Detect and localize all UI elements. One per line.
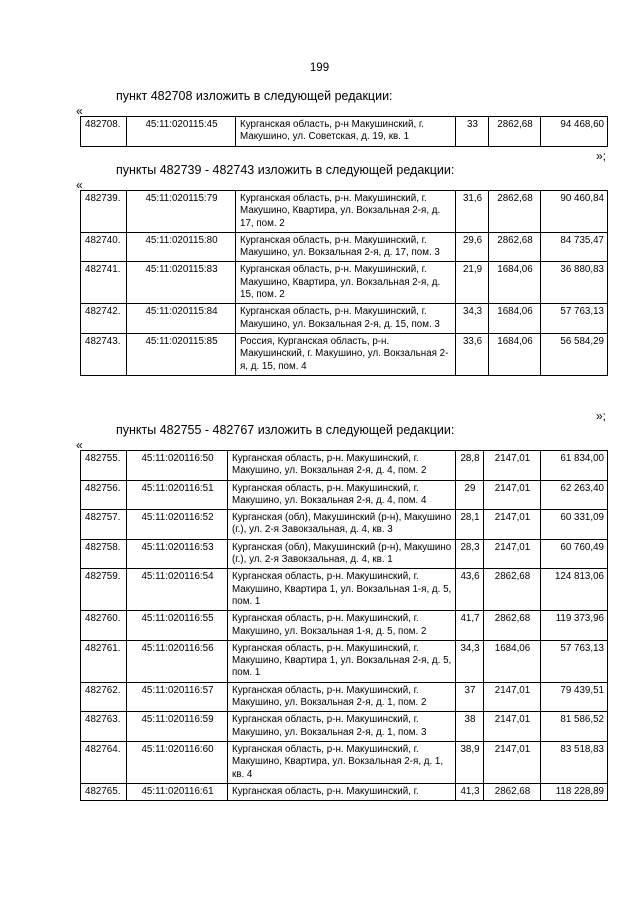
cost-cell: 56 584,29 — [541, 333, 608, 375]
price-cell: 2862,68 — [489, 191, 541, 233]
table-row — [81, 333, 608, 375]
cadastral-number-cell: 45:11:020115:79 — [127, 191, 236, 233]
table-row — [81, 191, 608, 233]
close-quote: »; — [596, 409, 607, 423]
cadastral-number-cell: 45:11:020115:80 — [127, 232, 236, 262]
row-number-cell: 482764. — [81, 741, 127, 783]
row-number-cell: 482740. — [81, 232, 127, 262]
address-cell: Курганская область, р-н Макушинский, г. Макушино, ул. Советская, д. 19, кв. 1 — [236, 117, 456, 147]
cost-cell: 79 439,51 — [541, 682, 608, 712]
price-cell: 2862,68 — [484, 611, 541, 641]
area-cell: 33,6 — [456, 333, 489, 375]
address-cell: Курганская (обл), Макушинский (р-н), Макушино (г.), ул. 2-я Завокзальная, д. 4, кв. 3 — [228, 510, 456, 540]
price-cell: 2862,68 — [484, 783, 541, 800]
address-cell: Курганская область, р-н. Макушинский, г. Макушино, ул. Вокзальная 2-я, д. 1, пом. 2 — [228, 682, 456, 712]
table-row — [81, 232, 608, 262]
cadastral-number-cell: 45:11:020116:60 — [127, 741, 228, 783]
cadastral-number-cell: 45:11:020115:84 — [127, 304, 236, 334]
area-cell: 28,1 — [456, 510, 484, 540]
cost-cell: 36 880,83 — [541, 262, 608, 304]
area-cell: 33 — [456, 117, 489, 147]
table-row — [81, 712, 608, 742]
table-row — [81, 262, 608, 304]
address-cell: Курганская область, р-н. Макушинский, г. Макушино, ул. Вокзальная 2-я, д. 4, пом. 4 — [228, 480, 456, 510]
area-cell: 21,9 — [456, 262, 489, 304]
cadastral-number-cell: 45:11:020116:55 — [127, 611, 228, 641]
area-cell: 43,6 — [456, 569, 484, 611]
price-cell: 2147,01 — [484, 682, 541, 712]
price-cell: 1684,06 — [484, 640, 541, 682]
cadastral-number-cell: 45:11:020116:54 — [127, 569, 228, 611]
row-number-cell: 482742. — [81, 304, 127, 334]
address-cell: Курганская область, р-н. Макушинский, г. — [228, 783, 456, 800]
cadastral-number-cell: 45:11:020116:51 — [127, 480, 228, 510]
row-number-cell: 482765. — [81, 783, 127, 800]
cadastral-number-cell: 45:11:020116:57 — [127, 682, 228, 712]
address-cell: Курганская область, р-н. Макушинский, г. Макушино, ул. Вокзальная 1-я, д. 5, пом. 2 — [228, 611, 456, 641]
price-cell: 2147,01 — [484, 539, 541, 569]
address-cell: Россия, Курганская область, р-н. Макушинский, г. Макушино, ул. Вокзальная 2-я, д. 15, пом. 4 — [236, 333, 456, 375]
table-row — [81, 451, 608, 481]
table-row — [81, 117, 608, 147]
cadastral-number-cell: 45:11:020116:52 — [127, 510, 228, 540]
open-quote: « — [76, 438, 83, 452]
page-number: 199 — [309, 62, 330, 74]
price-cell: 1684,06 — [489, 262, 541, 304]
area-cell: 28,3 — [456, 539, 484, 569]
row-number-cell: 482761. — [81, 640, 127, 682]
table-row — [81, 304, 608, 334]
area-cell: 29 — [456, 480, 484, 510]
table-row — [81, 611, 608, 641]
cost-cell: 60 760,49 — [541, 539, 608, 569]
area-cell: 41,7 — [456, 611, 484, 641]
table-row — [81, 569, 608, 611]
address-cell: Курганская область, р-н. Макушинский, г. Макушино, ул. Вокзальная 2-я, д. 17, пом. 3 — [236, 232, 456, 262]
table-row — [81, 480, 608, 510]
close-quote: »; — [596, 149, 607, 163]
row-number-cell: 482756. — [81, 480, 127, 510]
cost-cell: 84 735,47 — [541, 232, 608, 262]
price-cell: 2862,68 — [489, 117, 541, 147]
section-heading: пункты 482755 - 482767 изложить в следующей редакции: — [116, 423, 455, 437]
area-cell: 37 — [456, 682, 484, 712]
cost-cell: 119 373,96 — [541, 611, 608, 641]
cost-cell: 57 763,13 — [541, 304, 608, 334]
cadastral-number-cell: 45:11:020116:56 — [127, 640, 228, 682]
address-cell: Курганская область, р-н. Макушинский, г. Макушино, Квартира 1, ул. Вокзальная 2-я, д. 5, пом. 1 — [228, 640, 456, 682]
table-row — [81, 682, 608, 712]
replacement-table — [80, 450, 608, 801]
row-number-cell: 482757. — [81, 510, 127, 540]
address-cell: Курганская область, р-н. Макушинский, г. Макушино, ул. Вокзальная 2-я, д. 15, пом. 3 — [236, 304, 456, 334]
row-number-cell: 482760. — [81, 611, 127, 641]
address-cell: Курганская (обл), Макушинский (р-н), Макушино (г.), ул. 2-я Завокзальная, д. 4, кв. 1 — [228, 539, 456, 569]
address-cell: Курганская область, р-н. Макушинский, г. Макушино, Квартира, ул. Вокзальная 2-я, д. 1, кв. 4 — [228, 741, 456, 783]
area-cell: 28,8 — [456, 451, 484, 481]
address-cell: Курганская область, р-н. Макушинский, г. Макушино, Квартира, ул. Вокзальная 2-я, д. 15, пом. 2 — [236, 262, 456, 304]
cost-cell: 124 813,06 — [541, 569, 608, 611]
area-cell: 41,3 — [456, 783, 484, 800]
price-cell: 2862,68 — [484, 569, 541, 611]
area-cell: 31,6 — [456, 191, 489, 233]
price-cell: 2147,01 — [484, 712, 541, 742]
cost-cell: 60 331,09 — [541, 510, 608, 540]
cost-cell: 57 763,13 — [541, 640, 608, 682]
price-cell: 2147,01 — [484, 451, 541, 481]
row-number-cell: 482743. — [81, 333, 127, 375]
cadastral-number-cell: 45:11:020116:59 — [127, 712, 228, 742]
cadastral-number-cell: 45:11:020116:50 — [127, 451, 228, 481]
table-row — [81, 741, 608, 783]
area-cell: 38,9 — [456, 741, 484, 783]
row-number-cell: 482708. — [81, 117, 127, 147]
cost-cell: 62 263,40 — [541, 480, 608, 510]
price-cell: 1684,06 — [489, 304, 541, 334]
row-number-cell: 482741. — [81, 262, 127, 304]
open-quote: « — [76, 178, 83, 192]
table-row — [81, 783, 608, 800]
price-cell: 2147,01 — [484, 480, 541, 510]
row-number-cell: 482759. — [81, 569, 127, 611]
row-number-cell: 482758. — [81, 539, 127, 569]
cadastral-number-cell: 45:11:020115:85 — [127, 333, 236, 375]
row-number-cell: 482739. — [81, 191, 127, 233]
table-row — [81, 510, 608, 540]
cadastral-number-cell: 45:11:020116:53 — [127, 539, 228, 569]
address-cell: Курганская область, р-н. Макушинский, г. Макушино, ул. Вокзальная 2-я, д. 1, пом. 3 — [228, 712, 456, 742]
open-quote: « — [76, 104, 83, 118]
cadastral-number-cell: 45:11:020115:45 — [127, 117, 236, 147]
section-heading: пункты 482739 - 482743 изложить в следующей редакции: — [116, 163, 455, 177]
address-cell: Курганская область, р-н. Макушинский, г. Макушино, ул. Вокзальная 2-я, д. 4, пом. 2 — [228, 451, 456, 481]
section-heading: пункт 482708 изложить в следующей редакции: — [116, 89, 393, 103]
area-cell: 34,3 — [456, 640, 484, 682]
area-cell: 34,3 — [456, 304, 489, 334]
replacement-table — [80, 190, 608, 376]
price-cell: 2147,01 — [484, 741, 541, 783]
cost-cell: 61 834,00 — [541, 451, 608, 481]
replacement-table — [80, 116, 608, 147]
cost-cell: 81 586,52 — [541, 712, 608, 742]
price-cell: 2862,68 — [489, 232, 541, 262]
cadastral-number-cell: 45:11:020116:61 — [127, 783, 228, 800]
row-number-cell: 482763. — [81, 712, 127, 742]
price-cell: 2147,01 — [484, 510, 541, 540]
cost-cell: 118 228,89 — [541, 783, 608, 800]
area-cell: 29,6 — [456, 232, 489, 262]
cost-cell: 90 460,84 — [541, 191, 608, 233]
cost-cell: 94 468,60 — [541, 117, 608, 147]
address-cell: Курганская область, р-н. Макушинский, г. Макушино, Квартира 1, ул. Вокзальная 1-я, д. 5, пом. 1 — [228, 569, 456, 611]
cost-cell: 83 518,83 — [541, 741, 608, 783]
address-cell: Курганская область, р-н. Макушинский, г. Макушино, Квартира, ул. Вокзальная 2-я, д. 17, пом. 2 — [236, 191, 456, 233]
area-cell: 38 — [456, 712, 484, 742]
cadastral-number-cell: 45:11:020115:83 — [127, 262, 236, 304]
price-cell: 1684,06 — [489, 333, 541, 375]
row-number-cell: 482762. — [81, 682, 127, 712]
table-row — [81, 640, 608, 682]
table-row — [81, 539, 608, 569]
row-number-cell: 482755. — [81, 451, 127, 481]
